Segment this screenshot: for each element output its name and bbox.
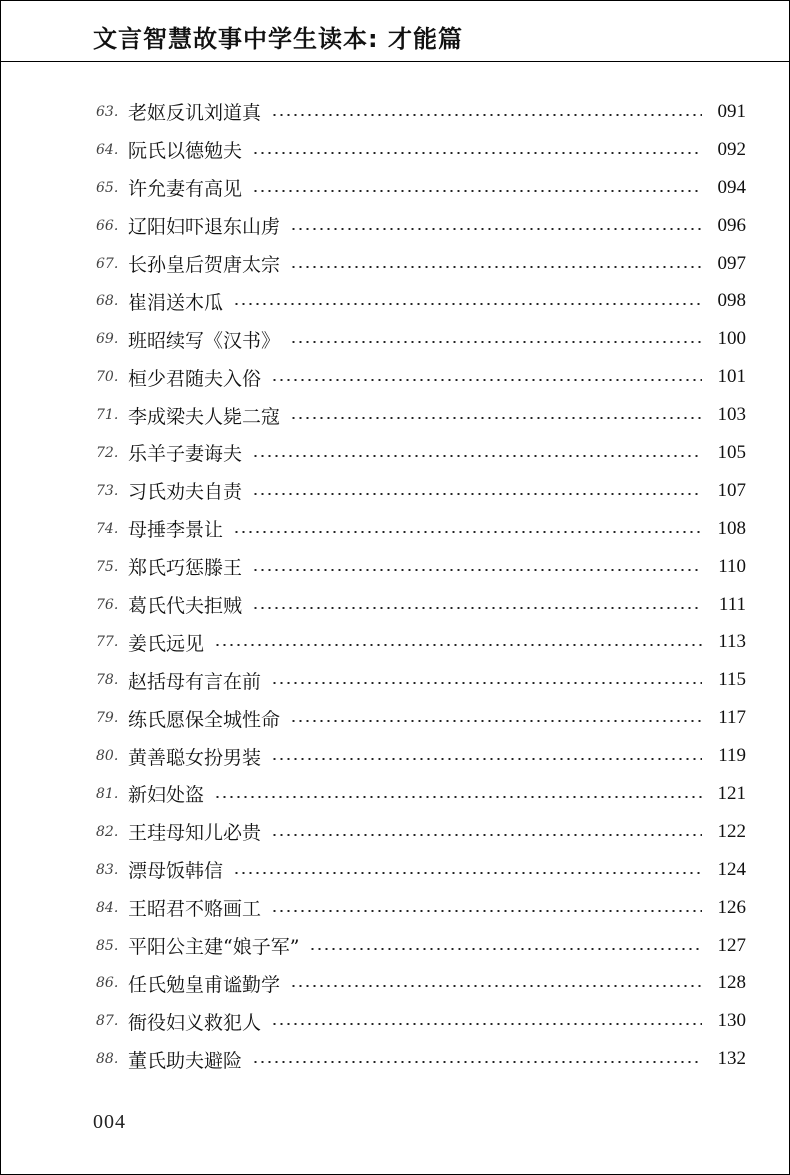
entry-title: 老妪反讥刘道真 xyxy=(128,102,262,125)
book-title: 文言智慧故事中学生读本: 才能篇 xyxy=(93,25,463,53)
toc-entry xyxy=(96,623,746,661)
dot-leader xyxy=(271,1023,702,1025)
dot-leader xyxy=(233,872,702,874)
toc-entry xyxy=(96,548,746,586)
entry-title: 郑氏巧惩滕王 xyxy=(128,557,243,580)
entry-title: 衙役妇义救犯人 xyxy=(128,1011,262,1034)
entry-number: 86. xyxy=(96,975,119,992)
entry-number: 78. xyxy=(96,672,119,689)
entry-title: 辽阳妇吓退东山虏 xyxy=(128,216,281,239)
dot-leader xyxy=(252,569,702,571)
entry-page: 091 xyxy=(717,100,746,122)
toc-entry xyxy=(96,320,746,358)
dot-leader xyxy=(271,682,702,684)
entry-number: 83. xyxy=(96,861,119,878)
dot-leader xyxy=(271,758,702,760)
toc-entry xyxy=(96,245,746,283)
toc-entry xyxy=(96,93,746,131)
toc-entry xyxy=(96,207,746,245)
entry-page: 126 xyxy=(717,896,746,918)
toc-entry xyxy=(96,775,746,813)
toc-entry xyxy=(96,851,746,889)
entry-number: 70. xyxy=(96,369,119,386)
toc-entry xyxy=(96,434,746,472)
entry-number: 88. xyxy=(96,1051,119,1068)
dot-leader xyxy=(271,114,702,116)
entry-page: 092 xyxy=(717,138,746,160)
entry-page: 119 xyxy=(718,745,746,767)
entry-page: 130 xyxy=(717,1010,746,1032)
toc-entry xyxy=(96,510,746,548)
entry-title: 王昭君不赂画工 xyxy=(128,898,262,921)
entry-title: 桓少君随夫入俗 xyxy=(128,367,262,390)
entry-page: 094 xyxy=(717,176,746,198)
entry-number: 72. xyxy=(96,444,119,461)
toc-entry xyxy=(96,586,746,624)
entry-page: 127 xyxy=(717,934,746,956)
entry-number: 68. xyxy=(96,293,119,310)
dot-leader xyxy=(252,152,702,154)
entry-number: 66. xyxy=(96,217,119,234)
dot-leader xyxy=(290,341,702,343)
entry-title: 任氏勉皇甫谧勤学 xyxy=(128,973,281,996)
entry-number: 81. xyxy=(96,785,119,802)
dot-leader xyxy=(233,531,702,533)
entry-title: 练氏愿保全城性命 xyxy=(128,708,281,731)
entry-title: 阮氏以德勉夫 xyxy=(128,140,243,163)
entry-page: 103 xyxy=(717,404,746,426)
entry-page: 128 xyxy=(717,972,746,994)
toc-entry xyxy=(96,737,746,775)
entry-number: 73. xyxy=(96,482,119,499)
entry-title: 班昭续写《汉书》 xyxy=(128,329,281,352)
entry-number: 76. xyxy=(96,596,119,613)
dot-leader xyxy=(214,796,702,798)
entry-number: 87. xyxy=(96,1013,119,1030)
toc-entry xyxy=(96,358,746,396)
entry-number: 80. xyxy=(96,748,119,765)
entry-number: 64. xyxy=(96,141,119,158)
dot-leader xyxy=(233,303,702,305)
entry-number: 79. xyxy=(96,710,119,727)
entry-page: 117 xyxy=(718,707,746,729)
entry-page: 115 xyxy=(718,669,746,691)
entry-number: 71. xyxy=(96,407,119,424)
entry-title: 长孙皇后贺唐太宗 xyxy=(128,254,281,276)
entry-page: 121 xyxy=(717,782,746,804)
toc-entry xyxy=(96,1040,746,1078)
dot-leader xyxy=(252,190,702,192)
dot-leader xyxy=(252,1061,702,1063)
dot-leader xyxy=(290,720,702,722)
entry-title: 葛氏代夫拒贼 xyxy=(128,595,243,618)
toc-entry xyxy=(96,472,746,510)
entry-number: 75. xyxy=(96,558,119,575)
entry-page: 124 xyxy=(717,858,746,880)
toc-entry xyxy=(96,661,746,699)
entry-title: 赵括母有言在前 xyxy=(128,670,262,693)
entry-page: 098 xyxy=(717,290,746,312)
entry-title: 黄善聪女扮男装 xyxy=(128,746,262,769)
dot-leader xyxy=(214,644,702,646)
entry-number: 67. xyxy=(96,255,119,272)
entry-page: 113 xyxy=(718,631,746,653)
toc-entry xyxy=(96,889,746,927)
dot-leader xyxy=(252,607,702,609)
entry-page: 108 xyxy=(717,517,746,539)
page-number: 004 xyxy=(93,1111,126,1133)
entry-title: 乐羊子妻诲夫 xyxy=(128,443,243,466)
entry-page: 101 xyxy=(717,366,746,388)
dot-leader xyxy=(290,417,702,419)
toc-entry xyxy=(96,813,746,851)
entry-page: 096 xyxy=(717,214,746,236)
entry-page: 132 xyxy=(717,1048,746,1070)
toc-entry xyxy=(96,964,746,1002)
entry-number: 74. xyxy=(96,520,119,537)
entry-title: 王珪母知儿必贵 xyxy=(128,822,262,845)
dot-leader xyxy=(309,948,702,950)
entry-title: 崔涓送木瓜 xyxy=(128,291,224,314)
toc-entry xyxy=(96,169,746,207)
entry-title: 漂母饭韩信 xyxy=(128,860,224,883)
toc-entry xyxy=(96,1002,746,1040)
dot-leader xyxy=(271,834,702,836)
entry-number: 69. xyxy=(96,331,119,348)
entry-title: 习氏劝夫自责 xyxy=(128,481,243,504)
entry-title: 董氏助夫避险 xyxy=(128,1049,243,1072)
toc-entry xyxy=(96,699,746,737)
toc-entry xyxy=(96,396,746,434)
entry-title: 母捶李景让 xyxy=(128,519,224,542)
entry-page: 110 xyxy=(718,555,746,577)
toc-entry xyxy=(96,131,746,169)
dot-leader xyxy=(290,266,702,268)
entry-number: 84. xyxy=(96,899,119,916)
dot-leader xyxy=(252,493,702,495)
entry-title: 姜氏远见 xyxy=(128,632,205,655)
dot-leader xyxy=(271,910,702,912)
dot-leader xyxy=(252,455,702,457)
toc-entry xyxy=(96,282,746,320)
entry-title: 新妇处盗 xyxy=(128,784,205,807)
running-header xyxy=(1,1,789,62)
entry-title: 李成梁夫人毙二寇 xyxy=(128,405,281,428)
entry-page: 097 xyxy=(717,252,746,274)
entry-number: 82. xyxy=(96,823,119,840)
entry-number: 63. xyxy=(96,103,119,120)
entry-title: 许允妻有高见 xyxy=(128,178,243,201)
table-of-contents xyxy=(96,93,746,1078)
entry-title: 平阳公主建“娘子军” xyxy=(128,936,300,959)
entry-number: 85. xyxy=(96,937,119,954)
entry-number: 77. xyxy=(96,634,119,651)
entry-page: 105 xyxy=(717,441,746,463)
entry-page: 111 xyxy=(718,593,746,615)
entry-page: 107 xyxy=(717,479,746,501)
entry-page: 122 xyxy=(717,820,746,842)
entry-page: 100 xyxy=(717,328,746,350)
dot-leader xyxy=(290,228,702,230)
dot-leader xyxy=(271,379,702,381)
entry-number: 65. xyxy=(96,179,119,196)
toc-entry xyxy=(96,927,746,965)
dot-leader xyxy=(290,985,702,987)
